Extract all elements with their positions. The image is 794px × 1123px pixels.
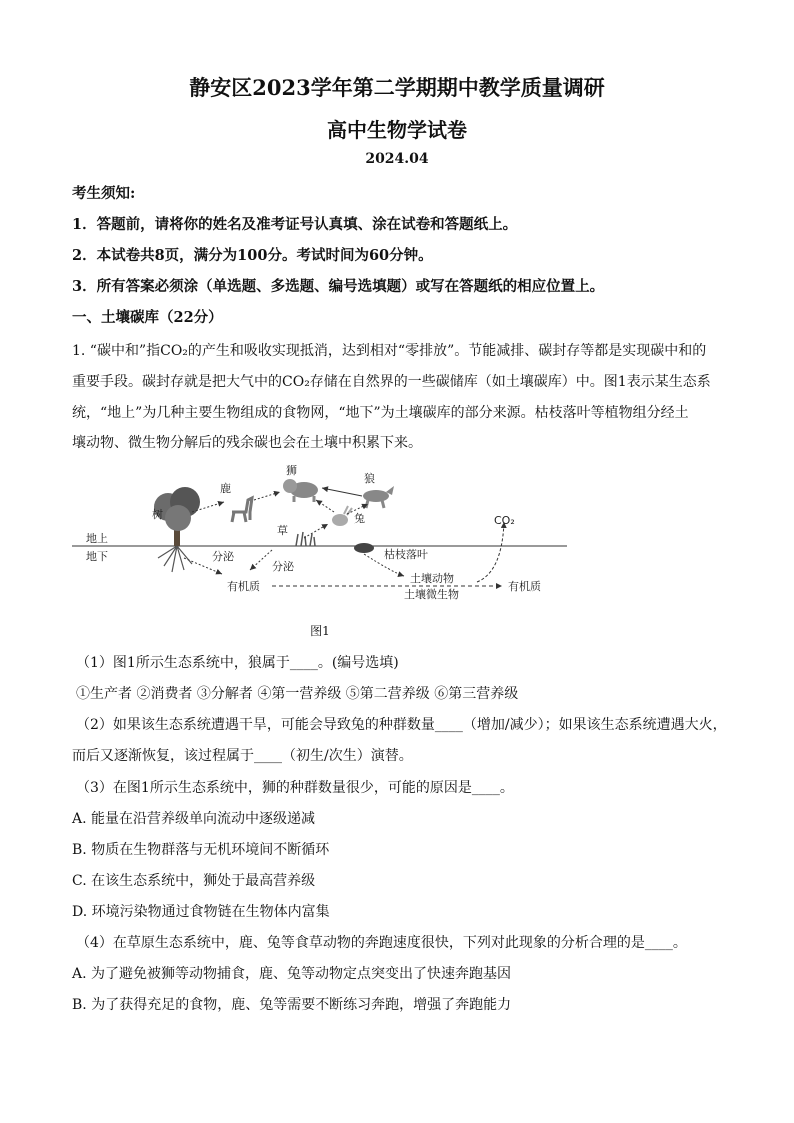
label-lion: 狮 <box>286 464 297 477</box>
label-soil-animals: 土壤动物 <box>410 572 454 585</box>
intro-line: 1. “碳中和”指CO₂的产生和吸收实现抵消，达到相对“零排放”。节能减排、碳封存等都是实现碳中和的 <box>72 343 707 359</box>
section-heading: 一、土壤碳库（22分） <box>72 309 223 326</box>
question-1-options: ①生产者 ②消费者 ③分解者 ④第一营养级 ⑤第二营养级 ⑥第三营养级 <box>76 686 519 702</box>
litter-illustration <box>354 543 374 553</box>
label-tree: 树 <box>152 508 163 521</box>
label-deer: 鹿 <box>220 482 231 495</box>
option-item: B. 物质在生物群落与无机环境间不断循环 <box>72 842 330 858</box>
wolf-illustration <box>363 486 394 508</box>
grass-illustration <box>296 532 315 546</box>
exam-date: 2024.04 <box>365 151 429 167</box>
label-wolf: 狼 <box>364 472 375 485</box>
question-4: （4）在草原生态系统中，鹿、兔等食草动物的奔跑速度很快，下列对此现象的分析合理的是____。 <box>76 935 687 951</box>
notice-item: 1．答题前，请将你的姓名及准考证号认真填、涂在试卷和答题纸上。 <box>72 216 518 233</box>
label-secrete-2: 分泌 <box>272 560 294 573</box>
option-item: A. 能量在沿营养级单向流动中逐级递减 <box>72 811 316 827</box>
label-rabbit: 兔 <box>354 512 365 525</box>
label-above: 地上 <box>86 532 108 545</box>
notice-item: 3．所有答案必须涂（单选题、多选题、编号选填题）或写在答题纸的相应位置上。 <box>72 278 605 295</box>
label-grass: 草 <box>277 524 288 537</box>
label-secrete-1: 分泌 <box>212 550 234 563</box>
notice-item: 2．本试卷共8页，满分为100分。考试时间为60分钟。 <box>72 247 433 264</box>
label-below: 地下 <box>86 550 108 563</box>
question-3: （3）在图1所示生态系统中，狮的种群数量很少，可能的原因是____。 <box>76 780 514 796</box>
question-2-line-2: 而后又逐渐恢复，该过程属于____（初生/次生）演替。 <box>72 748 413 764</box>
label-soil-microbes: 土壤微生物 <box>404 588 459 601</box>
label-co2: CO₂ <box>494 514 515 527</box>
page-title: 静安区2023学年第二学期期中教学质量调研 <box>189 75 605 100</box>
intro-line: 统，“地上”为几种主要生物组成的食物网，“地下”为土壤碳库的部分来源。枯枝落叶等植物组分经土 <box>72 405 689 421</box>
label-organic-right: 有机质 <box>508 580 541 593</box>
question-2-line-1: （2）如果该生态系统遭遇干旱，可能会导致兔的种群数量____（增加/减少）；如果该生态系统遭遇大火， <box>76 717 727 733</box>
rabbit-illustration <box>332 506 352 526</box>
label-organic-left: 有机质 <box>227 580 260 593</box>
deer-illustration <box>232 498 252 522</box>
option-item: B. 为了获得充足的食物，鹿、兔等需要不断练习奔跑，增强了奔跑能力 <box>72 997 512 1013</box>
notice-heading: 考生须知: <box>72 185 136 202</box>
intro-line: 壤动物、微生物分解后的残余碳也会在土壤中积累下来。 <box>72 435 422 451</box>
label-litter: 枯枝落叶 <box>384 548 428 561</box>
option-item: C. 在该生态系统中，狮处于最高营养级 <box>72 873 316 889</box>
figure-1 <box>72 462 572 616</box>
lion-illustration <box>283 479 318 502</box>
intro-line: 重要手段。碳封存就是把大气中的CO₂存储在自然界的一些碳储库（如土壤碳库）中。图1表示某生态系 <box>72 374 711 390</box>
option-item: A. 为了避免被狮等动物捕食，鹿、兔等动物定点突变出了快速奔跑基因 <box>72 966 512 982</box>
page-subtitle: 高中生物学试卷 <box>327 118 467 142</box>
tree-illustration <box>154 487 200 572</box>
figure-caption: 图1 <box>310 624 330 638</box>
option-item: D. 环境污染物通过食物链在生物体内富集 <box>72 904 330 920</box>
ecosystem-diagram <box>72 462 572 612</box>
question-1: （1）图1所示生态系统中，狼属于____。(编号选填) <box>76 655 399 671</box>
